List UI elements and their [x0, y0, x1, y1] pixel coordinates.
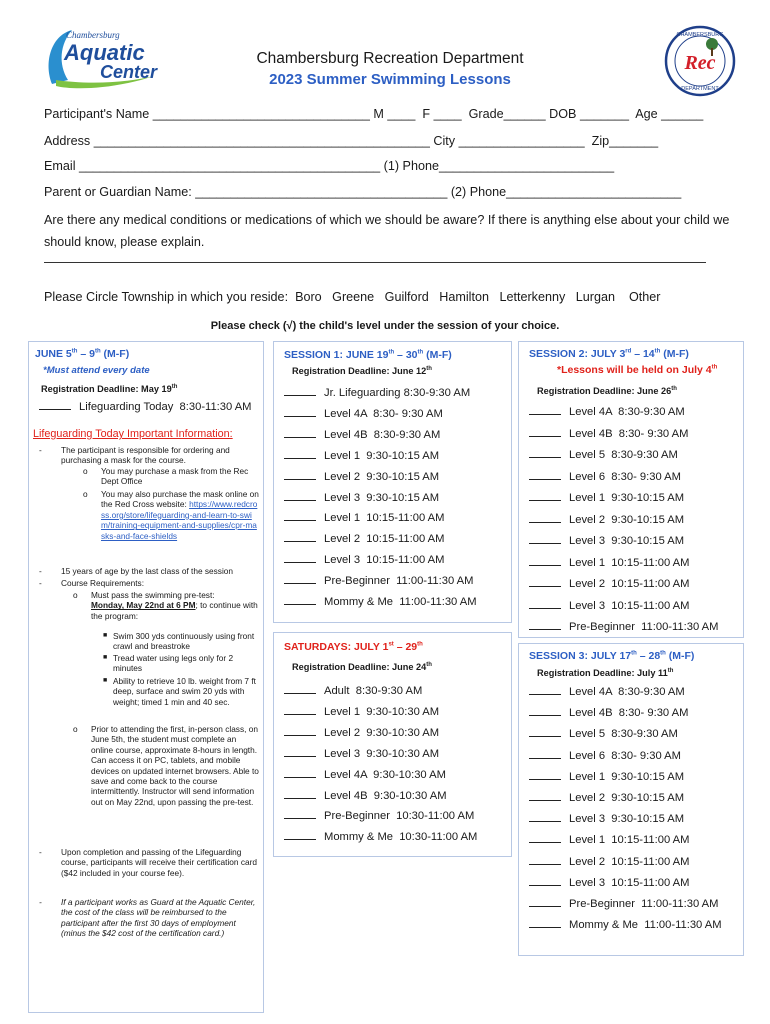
level-label: Level 3 9:30-10:15 AM: [324, 491, 440, 504]
level-option[interactable]: [529, 834, 689, 846]
check-blank[interactable]: [529, 449, 561, 458]
info-item: - 15 years of age by the last class of the session: [39, 566, 234, 576]
level-label: Level 1 10:15-11:00 AM: [569, 834, 690, 847]
check-blank[interactable]: [529, 535, 561, 544]
saturdays-heading: SATURDAYS: JULY 1st – 29th: [284, 641, 423, 653]
level-label: Level 2 9:30-10:15 AM: [569, 513, 685, 526]
check-blank[interactable]: [284, 408, 316, 417]
level-label: Level 1 9:30-10:30 AM: [324, 705, 440, 718]
lifeguard-option[interactable]: [39, 401, 252, 413]
check-blank[interactable]: [529, 792, 561, 801]
level-option[interactable]: [284, 512, 444, 524]
level-option[interactable]: [529, 792, 684, 804]
township-line[interactable]: Please Circle Township in which you reside: Boro Greene Guilford Hamilton Letterkenny Lurgan Other: [44, 290, 661, 304]
check-blank[interactable]: [529, 834, 561, 843]
check-blank[interactable]: [284, 727, 316, 736]
check-blank[interactable]: [529, 514, 561, 523]
logo-center-text: Rec: [684, 52, 716, 74]
saturdays-box: [273, 632, 512, 857]
check-blank[interactable]: [529, 877, 561, 886]
info-item: - The participant is responsible for ordering and purchasing a mask for the course.: [39, 445, 230, 466]
level-option[interactable]: [284, 450, 439, 462]
level-option[interactable]: [529, 492, 684, 504]
lifeguard-session-box: [28, 341, 264, 1013]
address-line[interactable]: Address ________________________________________________ City __________________ Zip_______: [44, 134, 659, 148]
info-subitem: o You may purchase a mask from the Rec Dept Office: [83, 466, 249, 487]
info-subitem: o Prior to attending the first, in-person class, on June 5th, the student must complete an online course, approximate 8-hours in length. Can access it on PC, tablets, and mobile devices on updated internet browsers. Able to save and come back to the course intermittently. Instructor will send information out on May 22nd, upon passing the pre-test.: [73, 724, 259, 807]
check-blank[interactable]: [529, 600, 561, 609]
level-label: Level 4A 9:30-10:30 AM: [324, 768, 446, 781]
level-label: Level 2 10:15-11:00 AM: [569, 578, 690, 590]
level-label: Adult 8:30-9:30 AM: [324, 685, 423, 697]
check-blank[interactable]: [284, 706, 316, 715]
level-option[interactable]: [529, 621, 718, 633]
level-option[interactable]: [284, 429, 440, 441]
level-label: Level 4B 8:30-9:30 AM: [324, 428, 441, 441]
level-option[interactable]: [284, 554, 444, 566]
check-blank[interactable]: [284, 685, 316, 694]
check-blank[interactable]: [529, 856, 561, 865]
level-label: Level 3 10:15-11:00 AM: [324, 554, 445, 567]
level-option[interactable]: [529, 771, 684, 783]
session2-deadline: Registration Deadline: June 26th: [537, 386, 677, 397]
session3-deadline: Registration Deadline: July 11th: [537, 668, 674, 679]
level-option[interactable]: [529, 813, 684, 825]
level-label: Pre-Beginner 11:00-11:30 AM: [569, 898, 719, 910]
session2-note: *Lessons will be held on July 4th: [557, 364, 718, 376]
lifeguard-deadline: Registration Deadline: May 19th: [41, 384, 178, 395]
check-blank[interactable]: [284, 748, 316, 757]
level-option[interactable]: [284, 387, 470, 399]
level-option[interactable]: [284, 727, 439, 739]
check-blank[interactable]: [284, 810, 316, 819]
level-label: Level 4A 8:30- 9:30 AM: [324, 407, 443, 420]
level-option[interactable]: [284, 748, 439, 760]
level-option[interactable]: [529, 898, 718, 910]
level-option[interactable]: [284, 533, 444, 545]
check-blank[interactable]: [529, 728, 561, 737]
session3-heading: SESSION 3: JULY 17th – 28th (M-F): [529, 650, 695, 662]
level-option[interactable]: [529, 919, 722, 931]
level-option[interactable]: [529, 750, 681, 762]
level-option[interactable]: [284, 769, 446, 781]
level-option[interactable]: [529, 856, 689, 868]
check-blank[interactable]: [284, 450, 316, 459]
level-option[interactable]: [529, 877, 689, 889]
level-label: Level 2 9:30-10:15 AM: [569, 792, 685, 804]
check-blank[interactable]: [529, 919, 561, 928]
level-label: Pre-Beginner 11:00-11:30 AM: [324, 575, 474, 588]
requirement-item: ■ Tread water using legs only for 2 minutes: [103, 653, 234, 674]
level-label: Mommy & Me 11:00-11:30 AM: [324, 596, 477, 608]
check-blank[interactable]: [529, 813, 561, 822]
check-blank[interactable]: [284, 533, 316, 542]
page-title: Chambersburg Recreation Department: [256, 50, 524, 67]
level-label: Level 4B 9:30-10:30 AM: [324, 789, 447, 802]
red-cross-link[interactable]: https://www.redcross.org/store/lifeguarding-and-learn-to-swim/training-equipment-and-supplies/cpr-masks-and-face-shields: [101, 499, 258, 541]
rec-department-logo: [664, 22, 736, 100]
session2-box: [518, 341, 744, 638]
level-label: Pre-Beginner 11:00-11:30 AM: [569, 621, 719, 633]
level-label: Mommy & Me 10:30-11:00 AM: [324, 831, 478, 844]
check-blank[interactable]: [284, 512, 316, 521]
info-item: - If a participant works as Guard at the Aquatic Center, the cost of the class will be reimbursed to the participant after the first 30 days of employment (minus the $42 cost of the certification card.): [39, 897, 256, 939]
level-option[interactable]: [284, 492, 439, 504]
level-option[interactable]: [529, 707, 688, 719]
medical-question: Are there any medical conditions or medications of which we should be aware? If there is anything else about your child we should know, please explain.: [44, 213, 730, 249]
level-option[interactable]: [529, 600, 689, 612]
check-blank[interactable]: [284, 387, 316, 396]
level-option[interactable]: [284, 408, 443, 420]
session2-heading: SESSION 2: JULY 3rd – 14th (M-F): [529, 348, 689, 360]
level-option[interactable]: [529, 449, 678, 461]
check-blank[interactable]: [529, 471, 561, 480]
saturdays-deadline: Registration Deadline: June 24th: [292, 662, 432, 673]
info-subitem: o Must pass the swimming pre-test: Monday, May 22nd at 6 PM; to continue with the program:: [73, 590, 258, 621]
level-label: Level 2 9:30-10:15 AM: [324, 470, 440, 483]
level-label: Level 6 8:30- 9:30 AM: [569, 470, 681, 483]
level-option[interactable]: [284, 575, 473, 587]
check-blank[interactable]: [529, 492, 561, 501]
level-option[interactable]: [529, 471, 681, 483]
session1-box: [273, 341, 512, 623]
requirement-item: ■ Swim 300 yds continuously using front crawl and breastroke: [103, 631, 255, 652]
check-blank[interactable]: [284, 554, 316, 563]
lifeguard-note: *Must attend every date: [43, 365, 150, 376]
level-option[interactable]: [529, 557, 689, 569]
level-option[interactable]: [529, 535, 684, 547]
level-label: Level 1 9:30-10:15 AM: [569, 492, 685, 504]
logo-line2: Aquatic: [64, 40, 145, 65]
aquatic-center-logo: [42, 24, 160, 92]
check-blank[interactable]: [284, 492, 316, 501]
check-blank[interactable]: [284, 429, 316, 438]
check-blank[interactable]: [529, 898, 561, 907]
check-blank[interactable]: [529, 406, 561, 415]
level-label: Level 4B 8:30- 9:30 AM: [569, 707, 689, 720]
medical-answer-line[interactable]: [44, 262, 706, 263]
level-label: Level 6 8:30- 9:30 AM: [569, 749, 681, 762]
level-label: Level 1 10:15-11:00 AM: [324, 512, 445, 525]
check-blank[interactable]: [284, 831, 316, 840]
check-blank[interactable]: [284, 471, 316, 480]
logo-line3: Center: [100, 62, 158, 82]
level-option[interactable]: [284, 685, 422, 697]
level-label: Level 3 9:30-10:15 AM: [569, 813, 685, 826]
page-subtitle: 2023 Summer Swimming Lessons: [269, 71, 511, 88]
check-blank[interactable]: [529, 750, 561, 759]
requirement-item: ■ Ability to retrieve 10 lb. weight from 7 ft deep, surface and swim 20 yds with weight; timed 1 min and 40 sec.: [103, 676, 256, 707]
level-label: Mommy & Me 11:00-11:30 AM: [569, 919, 722, 932]
level-label: Level 1 10:15-11:00 AM: [569, 556, 690, 569]
level-label: Level 3 10:15-11:00 AM: [569, 599, 690, 612]
level-label: Level 4A 8:30-9:30 AM: [569, 406, 685, 418]
session3-box: [518, 643, 744, 956]
level-option[interactable]: [529, 728, 678, 740]
participant-info-line[interactable]: Participant's Name _______________________________ M ____ F ____ Grade______ DOB _______ Age ______: [44, 107, 704, 121]
level-option[interactable]: [284, 810, 474, 822]
instruction-text: Please check (√) the child's level under the session of your choice.: [210, 320, 560, 332]
check-blank[interactable]: [284, 596, 316, 605]
level-label: Level 2 10:15-11:00 AM: [569, 855, 690, 868]
info-item: - Course Requirements:: [39, 578, 145, 588]
level-option[interactable]: [529, 406, 685, 418]
check-blank[interactable]: [529, 771, 561, 780]
level-option[interactable]: [529, 514, 684, 526]
info-item: - Upon completion and passing of the Lifeguarding course, participants will receive their certification card ($42 included in your course fee).: [39, 847, 257, 878]
check-blank[interactable]: [529, 707, 561, 716]
level-label: Level 2 10:15-11:00 AM: [324, 533, 445, 546]
check-blank[interactable]: [529, 428, 561, 437]
level-option[interactable]: [284, 706, 439, 718]
lifeguard-info-heading: Lifeguarding Today Important Information:: [33, 428, 233, 440]
level-option[interactable]: [284, 471, 439, 483]
level-option[interactable]: [284, 790, 447, 802]
logo-top-text: CHAMBERSBURG: [676, 32, 724, 38]
level-label: Jr. Lifeguarding 8:30-9:30 AM: [324, 387, 471, 399]
session1-heading: SESSION 1: JUNE 19th – 30th (M-F): [284, 349, 452, 361]
level-option[interactable]: [529, 686, 685, 698]
lifeguard-heading: JUNE 5th – 9th (M-F): [35, 348, 130, 360]
check-blank[interactable]: [529, 578, 561, 587]
level-option[interactable]: [284, 596, 477, 608]
check-blank[interactable]: [529, 686, 561, 695]
info-subitem: o You may also purchase the mask online on the Red Cross website: https://www.redcross.org/store/lifeguarding-and-learn-to-swim/training-equipment-and-supplies/cpr-masks-and-face-shields: [83, 489, 259, 541]
level-label: Level 4B 8:30- 9:30 AM: [569, 427, 689, 440]
level-label: Level 2 9:30-10:30 AM: [324, 726, 440, 739]
level-option[interactable]: [284, 831, 477, 843]
lifeguard-option-label: Lifeguarding Today 8:30-11:30 AM: [79, 401, 252, 413]
logo-bottom-text: DEPARTMENT: [681, 86, 719, 92]
check-blank[interactable]: [529, 621, 561, 630]
logo-line1: Chambersburg: [66, 30, 120, 40]
level-label: Level 1 9:30-10:15 AM: [324, 449, 440, 462]
session1-deadline: Registration Deadline: June 12th: [292, 366, 432, 377]
level-label: Level 3 9:30-10:15 AM: [569, 535, 685, 547]
check-blank[interactable]: [284, 790, 316, 799]
level-label: Level 5 8:30-9:30 AM: [569, 728, 678, 741]
level-option[interactable]: [529, 578, 689, 590]
guardian-phone-line[interactable]: Parent or Guardian Name: ____________________________________ (2) Phone_________________________: [44, 185, 682, 199]
check-blank[interactable]: [284, 575, 316, 584]
level-label: Level 5 8:30-9:30 AM: [569, 449, 678, 461]
level-option[interactable]: [529, 428, 688, 440]
email-phone-line[interactable]: Email ___________________________________________ (1) Phone_________________________: [44, 159, 615, 173]
level-label: Level 3 10:15-11:00 AM: [569, 876, 690, 889]
check-blank[interactable]: [39, 401, 71, 410]
level-label: Level 4A 8:30-9:30 AM: [569, 686, 685, 698]
level-label: Pre-Beginner 10:30-11:00 AM: [324, 810, 475, 823]
check-blank[interactable]: [284, 769, 316, 778]
level-label: Level 3 9:30-10:30 AM: [324, 747, 440, 760]
level-label: Level 1 9:30-10:15 AM: [569, 770, 685, 783]
check-blank[interactable]: [529, 557, 561, 566]
